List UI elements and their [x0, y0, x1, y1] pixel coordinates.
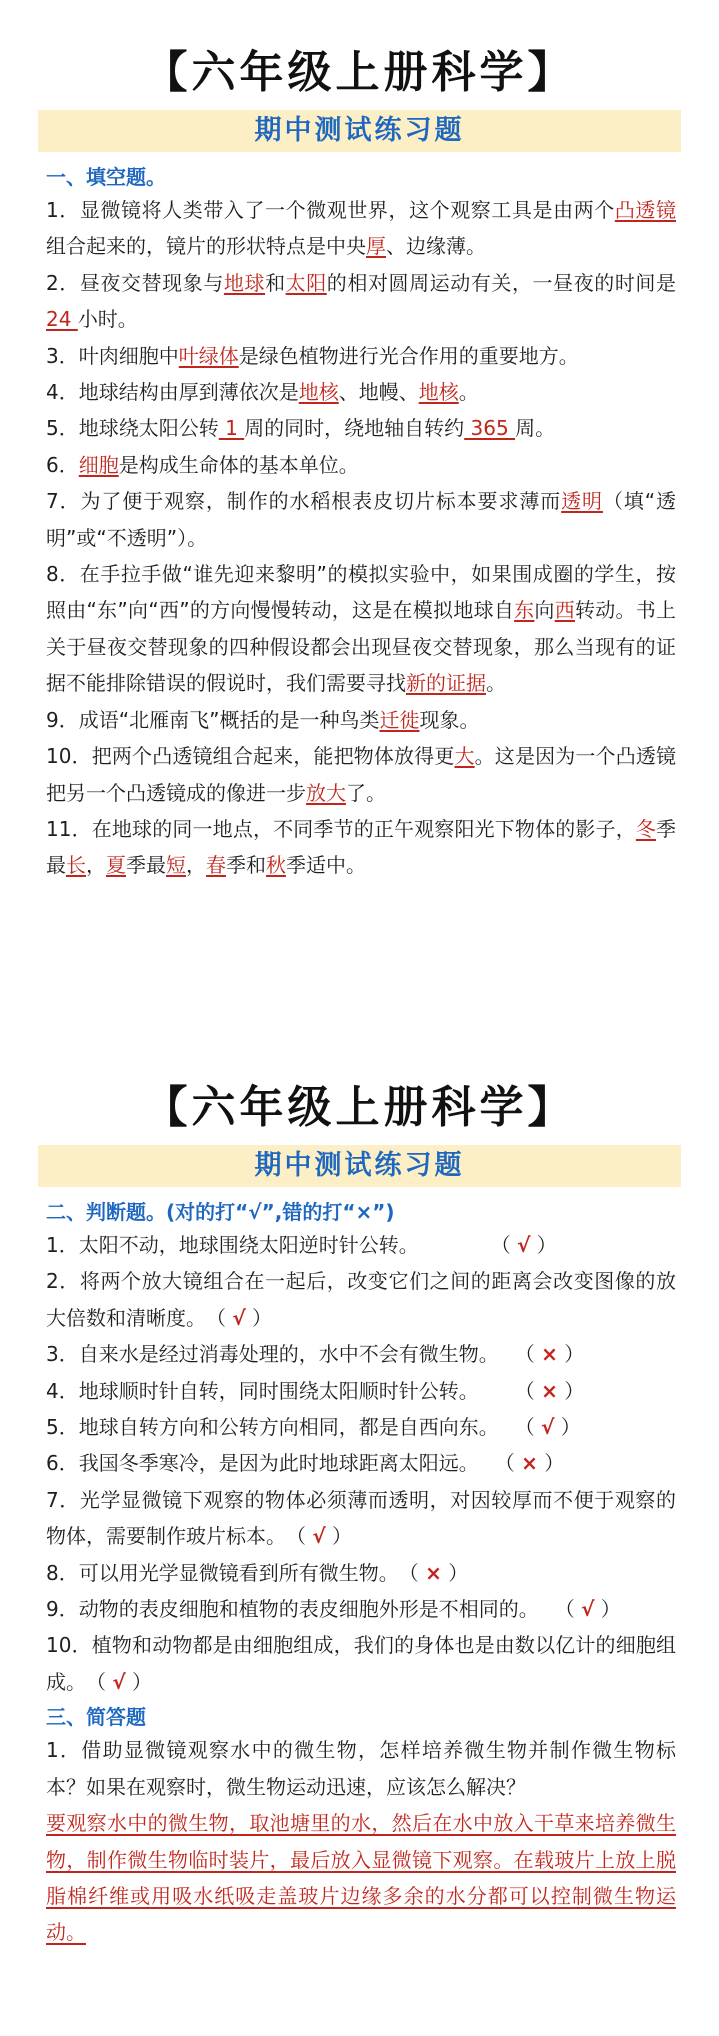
question-text: 、边缘薄。: [386, 234, 486, 259]
main-title: 【六年级上册科学】: [143, 47, 576, 98]
answer: 细胞: [78, 452, 119, 477]
question-text: 7．为了便于观察，制作的水稻根表皮切片标本要求薄而: [46, 489, 562, 514]
answer-mark-symbol: √: [581, 1597, 595, 1622]
answer-mark-symbol: ×: [541, 1342, 558, 1367]
answer-mark-symbol: ×: [425, 1560, 442, 1585]
answer: 短: [166, 853, 186, 878]
answer: 24: [46, 307, 78, 332]
answer: 放大: [306, 780, 346, 805]
question-text: 4．地球结构由厚到薄依次是: [46, 380, 299, 405]
question-text: 3．叶肉细胞中: [46, 343, 179, 368]
tf-question-9: [46, 1591, 676, 1627]
question-4: [46, 374, 676, 410]
answer-mark-symbol: √: [112, 1669, 126, 1694]
answer: 新的证据: [406, 671, 486, 696]
question-7: [46, 483, 676, 556]
question-text: 季最: [46, 816, 676, 878]
question-text: 10．把两个凸透镜组合起来，能把物体放得更: [46, 744, 455, 769]
section-short-answer-title: 三、简答题: [46, 1705, 146, 1730]
question-9: [46, 702, 676, 738]
answer: 西: [554, 598, 575, 623]
question-text: 小时。: [77, 307, 138, 332]
essay-answer-1: 要观察水中的微生物，取池塘里的水，然后在水中放入干草来培养微生物，制作微生物临时装片，最后放入显微镜下观察。在载玻片上放上脱脂棉纤维或用吸水纸吸走盖玻片边缘多余的水分都可以控制微生物运动。: [46, 1811, 676, 1945]
question-text: 季最: [126, 853, 166, 878]
tf-question-1: [46, 1227, 676, 1263]
sub-title: 期中测试练习题: [38, 1145, 681, 1187]
answer: 地核: [418, 380, 459, 405]
answer-mark: （ √ ）: [490, 1233, 557, 1257]
answer-mark: （ × ）: [398, 1560, 469, 1585]
answer-mark-symbol: √: [312, 1524, 326, 1549]
question-text: 现象。: [419, 707, 480, 732]
worksheet-true-false: [0, 1075, 719, 1951]
main-title: 【六年级上册科学】: [143, 1082, 576, 1133]
question-text: 转动。书上关于昼夜交替现象的四种假设都会出现昼夜交替现象，那么当现有的证据不能排除错误的假说时，我们需要寻找: [46, 598, 677, 696]
question-text: （填“透明”或“不透明”）。: [46, 489, 676, 550]
question-text: 。: [486, 671, 506, 696]
question-text: 组合起来的，镜片的形状特点是中央: [46, 234, 366, 259]
question-text: 3．自来水是经过消毒处理的，水中不会有微生物。: [46, 1342, 499, 1367]
answer: 地球: [223, 270, 266, 295]
question-text: 9．动物的表皮细胞和植物的表皮细胞外形是不相同的。: [46, 1597, 539, 1622]
answer-mark-symbol: √: [517, 1233, 531, 1257]
question-10: [46, 738, 676, 811]
tf-question-5: [46, 1409, 676, 1445]
question-2: [46, 265, 676, 338]
answer-mark: （ √ ）: [554, 1597, 621, 1622]
question-text: 周。: [515, 416, 556, 441]
question-text: 是绿色植物进行光合作用的重要地方。: [238, 343, 579, 368]
question-text: 2．昼夜交替现象与: [46, 270, 224, 295]
answer-mark: （ √ ）: [206, 1305, 273, 1330]
question-text: 8．在手拉手做“谁先迎来黎明”的模拟实验中，如果围成圈的学生，按照由“东”向“西”的方向慢慢转动，这是在模拟地球自: [46, 562, 676, 623]
question-text: 6．: [46, 452, 79, 477]
question-text: 11．在地球的同一地点，不同季节的正午观察阳光下物体的影子，: [46, 816, 636, 841]
question-text: 6．我国冬季寒冷，是因为此时地球距离太阳远。: [46, 1451, 479, 1476]
tf-question-8: [46, 1555, 676, 1591]
tf-question-4: [46, 1373, 676, 1409]
question-text: 向: [534, 598, 555, 623]
answer-mark: （ × ）: [494, 1451, 565, 1476]
question-3: [46, 338, 676, 374]
question-11: [46, 811, 676, 884]
question-text: 10．植物和动物都是由细胞组成，我们的身体也是由数以亿计的细胞组成。: [46, 1633, 676, 1694]
tf-question-7: [46, 1482, 676, 1555]
answer-mark: （ √ ）: [86, 1669, 153, 1694]
answer-mark-symbol: ×: [521, 1451, 538, 1476]
answer: 透明: [561, 489, 603, 514]
question-text: 周的同时，绕地轴自转约: [244, 416, 465, 441]
answer: 地核: [298, 380, 339, 405]
tf-question-6: [46, 1445, 676, 1481]
answer: 大: [454, 744, 475, 769]
section-true-false-title: 二、判断题。(对的打“√”,错的打“×”): [46, 1200, 395, 1224]
question-text: 的相对圆周运动有关，一昼夜的时间是: [326, 270, 677, 295]
answer: 叶绿体: [178, 343, 239, 368]
answer: 凸透镜: [614, 198, 676, 222]
question-5: [46, 410, 676, 446]
question-1: [46, 192, 676, 265]
answer: 长: [66, 853, 86, 878]
question-6: [46, 447, 676, 483]
question-text: 2．将两个放大镜组合在一起后，改变它们之间的距离会改变图像的放大倍数和清晰度。: [46, 1269, 676, 1330]
question-text: 和: [265, 270, 286, 295]
question-text: 4．地球顺时针自转，同时围绕太阳顺时针公转。: [46, 1378, 479, 1403]
question-text: 1．显微镜将人类带入了一个微观世界，这个观察工具是由两个: [46, 198, 615, 222]
answer: 太阳: [285, 270, 327, 295]
sub-title: 期中测试练习题: [38, 110, 681, 152]
answer: 厚: [366, 234, 386, 259]
question-text: ，: [186, 853, 206, 878]
question-text: ，: [86, 853, 106, 878]
answer-mark-symbol: ×: [541, 1378, 558, 1403]
answer-mark-symbol: √: [541, 1415, 555, 1440]
answer: 夏: [106, 853, 126, 878]
question-text: 季和: [226, 853, 266, 878]
answer-mark-symbol: √: [232, 1305, 246, 1330]
question-text: 了。: [346, 780, 386, 805]
question-text: 。: [458, 380, 479, 405]
tf-question-2: [46, 1263, 676, 1336]
answer: 迁徙: [379, 707, 420, 732]
question-text: 7．光学显微镜下观察的物体必须薄而透明，对因较厚而不便于观察的物体，需要制作玻片标本。: [46, 1487, 676, 1549]
question-text: 季适中。: [286, 853, 366, 878]
answer: 365: [464, 416, 516, 441]
tf-question-3: [46, 1336, 676, 1372]
question-text: 8．可以用光学显微镜看到所有微生物。: [46, 1560, 399, 1585]
answer: 东: [514, 598, 535, 623]
section-fill-in-title: 一、填空题。: [46, 165, 166, 189]
question-text: 、地幔、: [338, 380, 419, 405]
worksheet-fill-in: [0, 40, 719, 884]
answer-mark: （ √ ）: [514, 1415, 581, 1440]
essay-question-1: 1．借助显微镜观察水中的微生物，怎样培养微生物并制作微生物标本？如果在观察时，微生物运动迅速，应该怎么解决？: [46, 1738, 676, 1799]
answer-mark: （ × ）: [514, 1378, 585, 1403]
question-text: 是构成生命体的基本单位。: [118, 452, 359, 477]
answer: 冬: [635, 816, 656, 841]
question-text: 5．地球绕太阳公转: [46, 416, 219, 441]
question-text: 5．地球自转方向和公转方向相同，都是自西向东。: [46, 1415, 499, 1440]
answer: 1: [218, 416, 245, 441]
question-text: 1．太阳不动，地球围绕太阳逆时针公转。: [46, 1233, 419, 1257]
question-text: 。这是因为一个凸透镜把另一个凸透镜成的像进一步: [46, 744, 677, 805]
answer: 秋: [266, 853, 286, 878]
answer-mark: （ √ ）: [286, 1524, 353, 1549]
answer-mark: （ × ）: [514, 1342, 585, 1367]
question-8: [46, 556, 676, 702]
answer: 春: [206, 853, 226, 878]
question-text: 9．成语“北雁南飞”概括的是一种鸟类: [46, 707, 380, 732]
tf-question-10: [46, 1627, 676, 1700]
